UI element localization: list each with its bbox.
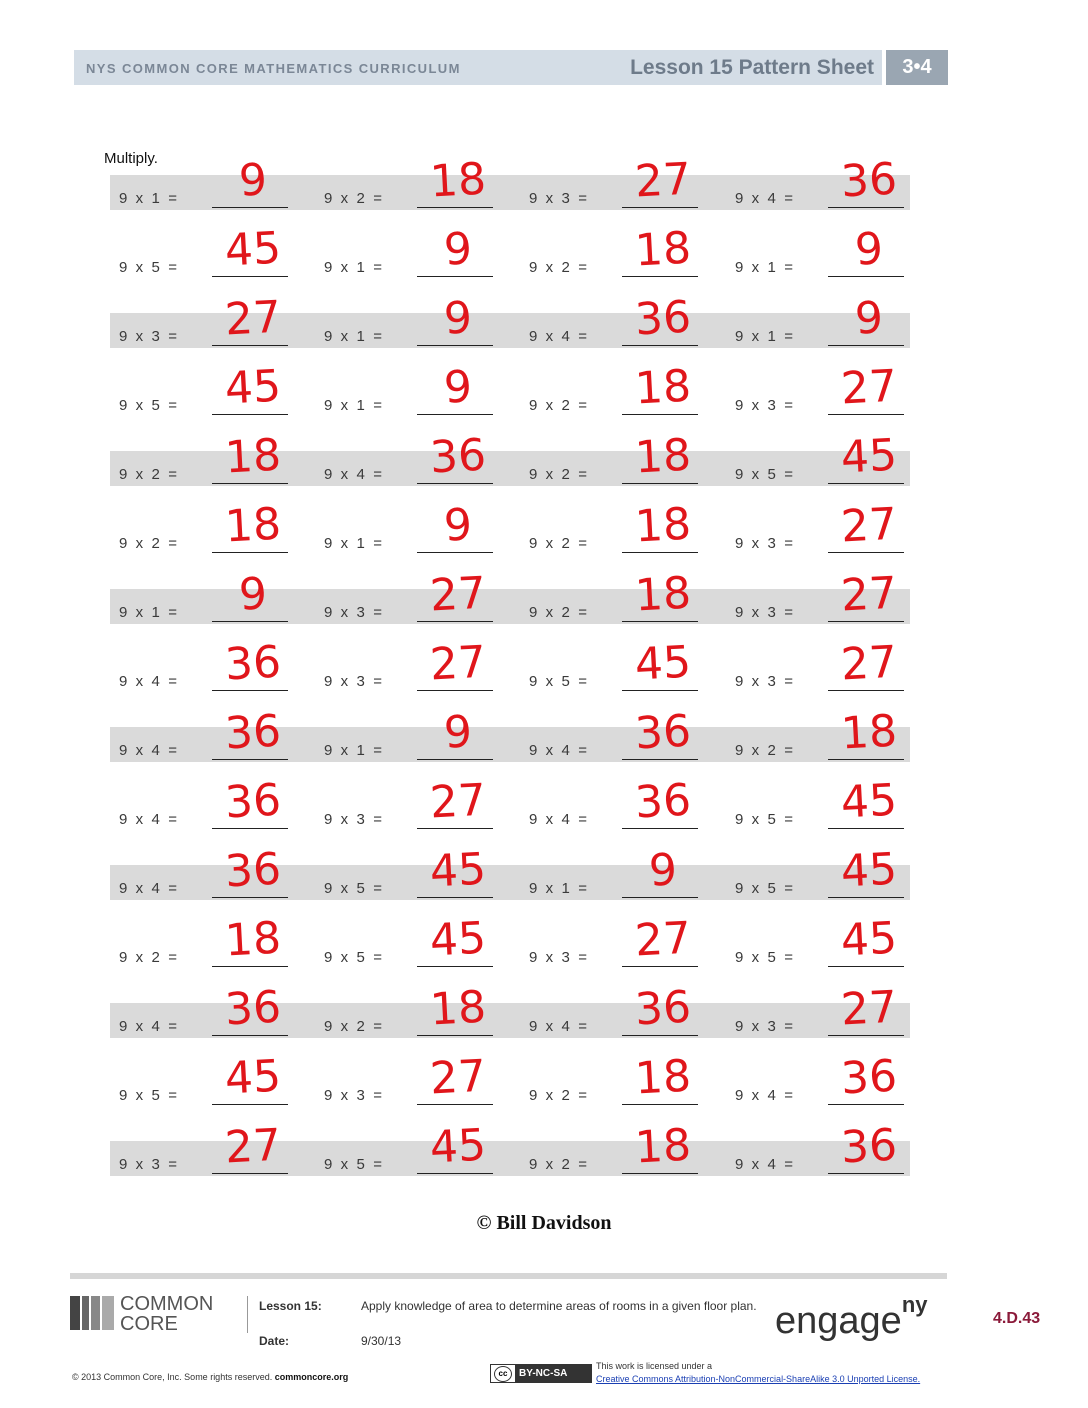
problem-expression: 9 x 3 = bbox=[324, 604, 382, 621]
handwritten-answer: 18 bbox=[633, 498, 693, 553]
handwritten-answer: 27 bbox=[839, 981, 899, 1036]
handwritten-answer: 27 bbox=[428, 636, 488, 691]
handwritten-answer: 36 bbox=[223, 774, 283, 829]
handwritten-answer: 27 bbox=[633, 912, 693, 967]
problem-expression: 9 x 1 = bbox=[324, 259, 382, 276]
handwritten-answer: 18 bbox=[223, 429, 283, 484]
problem-expression: 9 x 3 = bbox=[735, 535, 793, 552]
handwritten-answer: 36 bbox=[633, 774, 693, 829]
problem-expression: 9 x 2 = bbox=[529, 259, 587, 276]
problem-cell bbox=[110, 1119, 306, 1209]
problem-expression: 9 x 3 = bbox=[529, 190, 587, 207]
problem-expression: 9 x 2 = bbox=[529, 466, 587, 483]
curriculum-title: NYS COMMON CORE MATHEMATICS CURRICULUM bbox=[86, 61, 461, 76]
problem-expression: 9 x 1 = bbox=[735, 328, 793, 345]
handwritten-answer: 18 bbox=[428, 981, 488, 1036]
handwritten-answer: 36 bbox=[223, 705, 283, 760]
problem-expression: 9 x 1 = bbox=[529, 880, 587, 897]
date-label: Date: bbox=[259, 1334, 290, 1348]
handwritten-answer: 45 bbox=[839, 912, 899, 967]
problem-expression: 9 x 4 = bbox=[119, 673, 177, 690]
handwritten-answer: 27 bbox=[839, 360, 899, 415]
common-core-logo-icon bbox=[70, 1296, 114, 1330]
handwritten-answer: 18 bbox=[633, 567, 693, 622]
problem-row bbox=[110, 1119, 910, 1209]
page-code: 4.D.43 bbox=[993, 1310, 1041, 1327]
problem-expression: 9 x 2 = bbox=[324, 190, 382, 207]
problem-expression: 9 x 4 = bbox=[735, 1156, 793, 1173]
engage-sup: ny bbox=[901, 1292, 928, 1317]
handwritten-answer: 27 bbox=[633, 153, 693, 208]
grade-module-badge: 3•4 bbox=[886, 50, 948, 85]
problem-expression: 9 x 4 = bbox=[529, 742, 587, 759]
handwritten-answer: 18 bbox=[223, 912, 283, 967]
handwritten-answer: 45 bbox=[428, 912, 488, 967]
handwritten-answer: 27 bbox=[428, 567, 488, 622]
problem-expression: 9 x 5 = bbox=[735, 949, 793, 966]
problem-expression: 9 x 2 = bbox=[529, 1156, 587, 1173]
problem-expression: 9 x 2 = bbox=[529, 604, 587, 621]
handwritten-answer: 27 bbox=[839, 567, 899, 622]
problem-expression: 9 x 4 = bbox=[735, 190, 793, 207]
cc-circle-icon: cc bbox=[494, 1366, 512, 1382]
problem-expression: 9 x 4 = bbox=[119, 880, 177, 897]
problem-expression: 9 x 3 = bbox=[119, 328, 177, 345]
handwritten-answer: 36 bbox=[839, 153, 899, 208]
problem-expression: 9 x 4 = bbox=[735, 1087, 793, 1104]
problem-expression: 9 x 5 = bbox=[119, 397, 177, 414]
problem-expression: 9 x 1 = bbox=[735, 259, 793, 276]
handwritten-answer: 18 bbox=[633, 1119, 693, 1174]
problem-expression: 9 x 1 = bbox=[119, 190, 177, 207]
handwritten-answer: 9 bbox=[442, 706, 474, 759]
problem-expression: 9 x 5 = bbox=[735, 811, 793, 828]
cc-copyright-site: commoncore.org bbox=[274, 1372, 349, 1382]
problem-expression: 9 x 5 = bbox=[324, 1156, 382, 1173]
problem-expression: 9 x 2 = bbox=[529, 535, 587, 552]
handwritten-answer: 36 bbox=[839, 1119, 899, 1174]
handwritten-answer: 45 bbox=[223, 360, 283, 415]
problem-expression: 9 x 4 = bbox=[529, 811, 587, 828]
problem-expression: 9 x 2 = bbox=[735, 742, 793, 759]
handwritten-answer: 36 bbox=[633, 981, 693, 1036]
license-link[interactable]: Creative Commons Attribution-NonCommercial-ShareAlike 3.0 Unported License. bbox=[596, 1374, 921, 1384]
problem-expression: 9 x 2 = bbox=[324, 1018, 382, 1035]
handwritten-answer: 45 bbox=[428, 1119, 488, 1174]
problem-expression: 9 x 3 = bbox=[735, 673, 793, 690]
logo-line-2: CORE bbox=[120, 1313, 178, 1335]
handwritten-answer: 9 bbox=[237, 154, 269, 207]
cc-license-badge-icon bbox=[490, 1364, 592, 1383]
handwritten-answer: 9 bbox=[647, 844, 679, 897]
problem-expression: 9 x 3 = bbox=[529, 949, 587, 966]
handwritten-answer: 36 bbox=[633, 291, 693, 346]
handwritten-answer: 9 bbox=[237, 568, 269, 621]
cc-badge-tag: BY-NC-SA bbox=[515, 1365, 591, 1382]
problem-cell bbox=[315, 1119, 511, 1209]
handwritten-answer: 45 bbox=[839, 429, 899, 484]
problem-expression: 9 x 3 = bbox=[324, 673, 382, 690]
copyright-notice: © Bill Davidson bbox=[476, 1212, 612, 1234]
handwritten-answer: 27 bbox=[839, 498, 899, 553]
problem-expression: 9 x 1 = bbox=[324, 535, 382, 552]
lesson-title: Lesson 15 Pattern Sheet bbox=[630, 56, 874, 79]
handwritten-answer: 18 bbox=[633, 360, 693, 415]
footer-rule bbox=[70, 1273, 947, 1279]
handwritten-answer: 36 bbox=[839, 1050, 899, 1105]
handwritten-answer: 36 bbox=[223, 636, 283, 691]
problem-expression: 9 x 1 = bbox=[324, 742, 382, 759]
problem-expression: 9 x 2 = bbox=[119, 466, 177, 483]
date-value: 9/30/13 bbox=[361, 1334, 402, 1348]
cc-copyright-text: © 2013 Common Core, Inc. Some rights reserved. bbox=[72, 1372, 273, 1382]
handwritten-answer: 18 bbox=[633, 222, 693, 277]
problem-expression: 9 x 2 = bbox=[119, 949, 177, 966]
problem-expression: 9 x 1 = bbox=[324, 328, 382, 345]
problem-cell bbox=[726, 1119, 922, 1209]
handwritten-answer: 36 bbox=[223, 843, 283, 898]
problem-expression: 9 x 2 = bbox=[529, 397, 587, 414]
handwritten-answer: 45 bbox=[633, 636, 693, 691]
problem-expression: 9 x 1 = bbox=[119, 604, 177, 621]
handwritten-answer: 18 bbox=[633, 429, 693, 484]
logo-line-1: COMMON bbox=[120, 1293, 214, 1315]
problem-expression: 9 x 2 = bbox=[529, 1087, 587, 1104]
lesson-label: Lesson 15: bbox=[259, 1299, 322, 1313]
problem-expression: 9 x 4 = bbox=[119, 742, 177, 759]
problem-expression: 9 x 5 = bbox=[119, 1087, 177, 1104]
handwritten-answer: 45 bbox=[428, 843, 488, 898]
handwritten-answer: 27 bbox=[428, 1050, 488, 1105]
handwritten-answer: 9 bbox=[442, 361, 474, 414]
engageny-logo bbox=[775, 1292, 928, 1343]
problem-expression: 9 x 3 = bbox=[119, 1156, 177, 1173]
problem-expression: 9 x 5 = bbox=[119, 259, 177, 276]
handwritten-answer: 9 bbox=[853, 292, 885, 345]
problem-expression: 9 x 5 = bbox=[324, 949, 382, 966]
handwritten-answer: 18 bbox=[223, 498, 283, 553]
problem-expression: 9 x 2 = bbox=[119, 535, 177, 552]
handwritten-answer: 36 bbox=[223, 981, 283, 1036]
handwritten-answer: 9 bbox=[442, 499, 474, 552]
handwritten-answer: 9 bbox=[442, 223, 474, 276]
problem-expression: 9 x 4 = bbox=[119, 811, 177, 828]
handwritten-answer: 18 bbox=[839, 705, 899, 760]
engage-text: engage bbox=[775, 1300, 902, 1342]
handwritten-answer: 18 bbox=[633, 1050, 693, 1105]
problem-cell bbox=[520, 1119, 716, 1209]
problem-expression: 9 x 5 = bbox=[529, 673, 587, 690]
handwritten-answer: 27 bbox=[223, 1119, 283, 1174]
handwritten-answer: 36 bbox=[428, 429, 488, 484]
problem-expression: 9 x 3 = bbox=[324, 811, 382, 828]
problem-expression: 9 x 5 = bbox=[735, 466, 793, 483]
handwritten-answer: 27 bbox=[428, 774, 488, 829]
handwritten-answer: 45 bbox=[223, 1050, 283, 1105]
problem-expression: 9 x 4 = bbox=[119, 1018, 177, 1035]
handwritten-answer: 27 bbox=[223, 291, 283, 346]
problem-expression: 9 x 4 = bbox=[529, 328, 587, 345]
instruction: Multiply. bbox=[104, 150, 158, 167]
problem-expression: 9 x 4 = bbox=[324, 466, 382, 483]
problem-expression: 9 x 5 = bbox=[735, 880, 793, 897]
problem-expression: 9 x 3 = bbox=[324, 1087, 382, 1104]
handwritten-answer: 45 bbox=[223, 222, 283, 277]
cc-copyright bbox=[72, 1372, 348, 1382]
problem-expression: 9 x 3 = bbox=[735, 604, 793, 621]
handwritten-answer: 45 bbox=[839, 774, 899, 829]
handwritten-answer: 9 bbox=[442, 292, 474, 345]
problem-expression: 9 x 5 = bbox=[324, 880, 382, 897]
problem-expression: 9 x 4 = bbox=[529, 1018, 587, 1035]
problem-expression: 9 x 1 = bbox=[324, 397, 382, 414]
license-text: This work is licensed under a bbox=[596, 1361, 713, 1371]
handwritten-answer: 18 bbox=[428, 153, 488, 208]
handwritten-answer: 45 bbox=[839, 843, 899, 898]
problem-expression: 9 x 3 = bbox=[735, 397, 793, 414]
footer-divider bbox=[247, 1296, 248, 1333]
problem-expression: 9 x 3 = bbox=[735, 1018, 793, 1035]
lesson-description: Apply knowledge of area to determine areas of rooms in a given floor plan. bbox=[361, 1299, 757, 1313]
handwritten-answer: 9 bbox=[853, 223, 885, 276]
common-core-logo-text bbox=[120, 1294, 213, 1334]
handwritten-answer: 27 bbox=[839, 636, 899, 691]
handwritten-answer: 36 bbox=[633, 705, 693, 760]
